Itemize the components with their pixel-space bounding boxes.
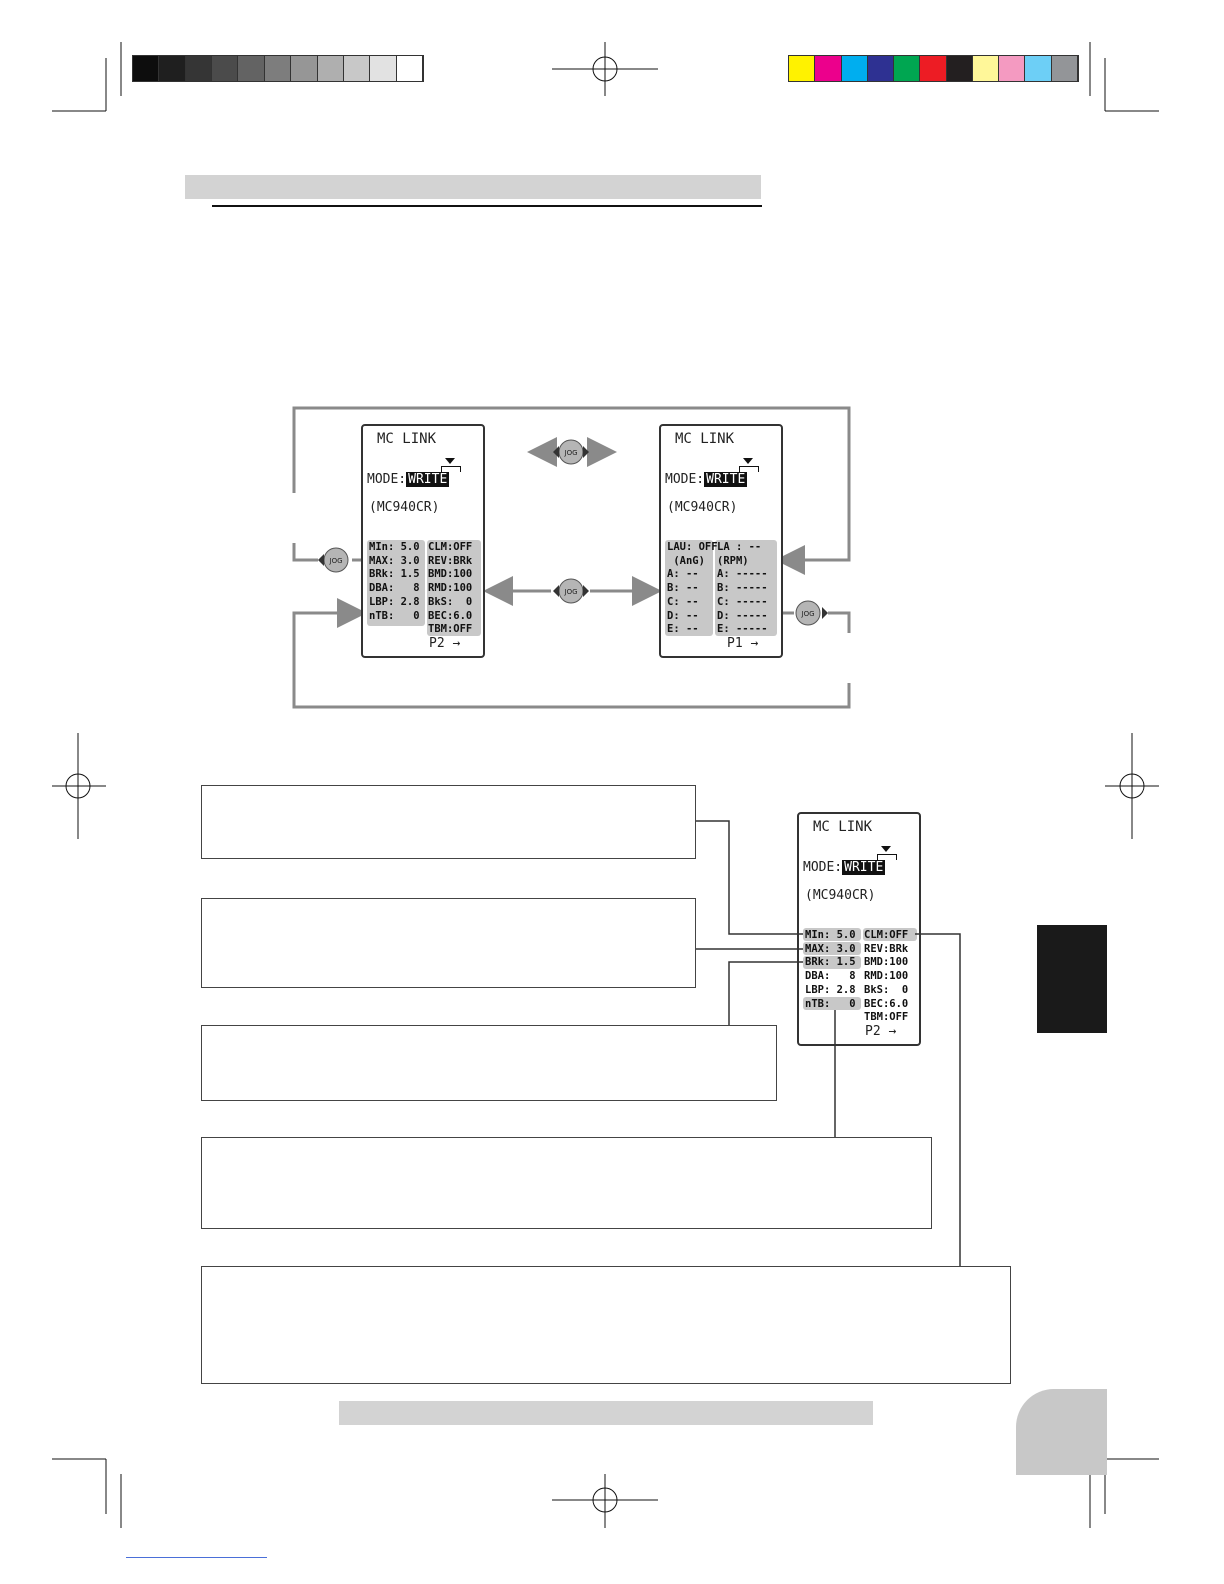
callout-box-max (201, 898, 696, 988)
mode-label: MODE: (803, 860, 843, 875)
mode-value: WRITE (408, 472, 448, 487)
mode-value: WRITE (844, 860, 884, 875)
lcd-row: MAX: 3.0 (805, 942, 856, 955)
page-number-tab (1016, 1389, 1107, 1475)
jog-label-4: JOG (801, 610, 815, 618)
screen-title: MC LINK (675, 431, 735, 447)
lcd-row: BkS: 0 (864, 983, 909, 996)
page-indicator: P2 → (865, 1024, 897, 1039)
lcd-row: BMD:100 (864, 956, 909, 969)
lcd-row: CLM:OFF (864, 929, 909, 941)
jog-label-1: JOG (564, 449, 578, 457)
lcd-row: DBA: 8 (369, 582, 420, 595)
lcd-row: BRk: 1.5 (369, 568, 420, 581)
lcd-row: CLM:OFF (428, 541, 473, 553)
lcd-row: (AnG) (667, 554, 705, 567)
lcd-row: REV:BRk (864, 942, 909, 955)
lcd-row: LA : -- (717, 541, 762, 553)
lcd-row: B: ----- (717, 582, 768, 595)
lcd-row: LAU: OFF (667, 541, 718, 553)
lcd-row: BMD:100 (428, 568, 473, 581)
model-name: (MC940CR) (805, 888, 876, 903)
page-indicator: P1 → (727, 636, 759, 651)
lcd-row: LBP: 2.8 (369, 595, 420, 608)
lcd-row: MAX: 3.0 (369, 554, 420, 567)
lcd-row: RMD:100 (428, 582, 473, 595)
lcd-row: nTB: 0 (805, 997, 856, 1010)
lcd-row: C: -- (667, 595, 699, 608)
lcd-row: B: -- (667, 582, 699, 595)
lcd-row: D: ----- (717, 609, 768, 622)
model-name: (MC940CR) (667, 500, 738, 515)
lcd-row: RMD:100 (864, 970, 909, 983)
jog-label-2: JOG (564, 588, 578, 596)
callout-box-brk (201, 1025, 777, 1101)
bottom-link-rule (126, 1557, 267, 1558)
callout-box-clm (201, 1266, 1011, 1384)
lcd-row: C: ----- (717, 595, 768, 608)
lcd-row: REV:BRk (428, 554, 473, 567)
callout-box-min (201, 785, 696, 859)
lcd-row: nTB: 0 (369, 609, 420, 622)
lcd-row: BEC:6.0 (864, 997, 909, 1010)
lcd-row: BEC:6.0 (428, 609, 473, 622)
lcd-row: TBM:OFF (864, 1011, 909, 1024)
mode-label: MODE: (367, 472, 407, 487)
footer-band (339, 1401, 873, 1425)
lcd-row: MIn: 5.0 (805, 929, 856, 941)
lcd-row: E: ----- (717, 623, 768, 636)
lcd-row: A: -- (667, 568, 699, 581)
lcd-row: E: -- (667, 623, 699, 636)
screen-title: MC LINK (377, 431, 437, 447)
lcd-row: BRk: 1.5 (805, 956, 856, 969)
lcd-row: BkS: 0 (428, 595, 473, 608)
lcd-row: A: ----- (717, 568, 768, 581)
page-indicator: P2 → (429, 636, 461, 651)
lcd-row: (RPM) (717, 554, 749, 567)
lcd-row: LBP: 2.8 (805, 983, 856, 996)
jog-label-3: JOG (329, 557, 343, 565)
mode-label: MODE: (665, 472, 705, 487)
lcd-row: MIn: 5.0 (369, 541, 420, 553)
section-tab (1037, 925, 1107, 1033)
lcd-row: TBM:OFF (428, 623, 473, 636)
model-name: (MC940CR) (369, 500, 440, 515)
screen-title: MC LINK (813, 819, 873, 835)
mode-value: WRITE (706, 472, 746, 487)
lcd-row: DBA: 8 (805, 970, 856, 983)
callout-box-ntb (201, 1137, 932, 1229)
lcd-row: D: -- (667, 609, 699, 622)
